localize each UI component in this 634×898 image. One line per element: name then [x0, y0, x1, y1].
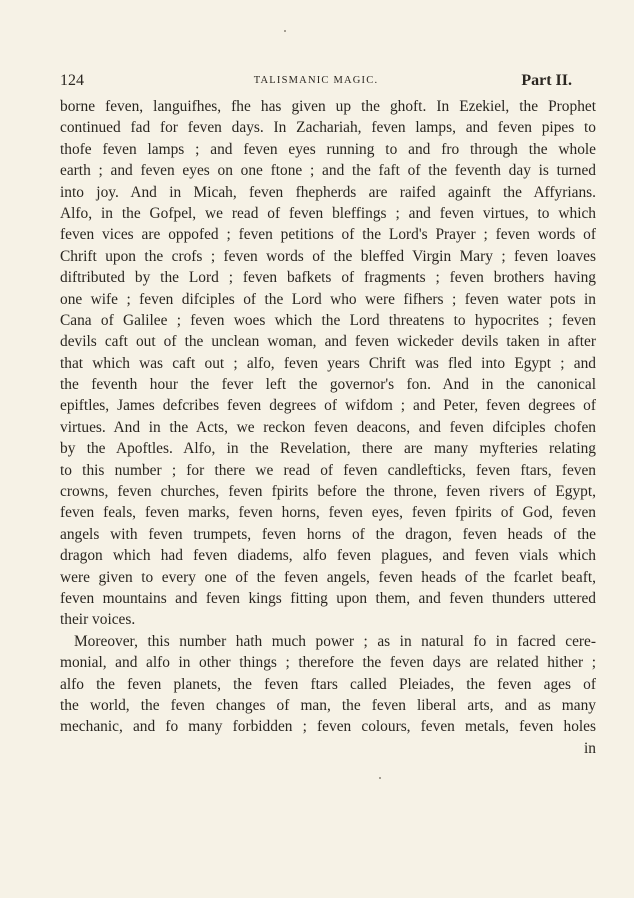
text-line: to this number ; for there we read of feven candlefticks, feven ftars, feven	[60, 461, 596, 479]
text-line: thofe feven lamps ; and feven eyes running to and fro through the whole	[60, 140, 596, 158]
text-line: that which was caft out ; alfo, feven years Chrift was fled into Egypt ; and	[60, 354, 596, 372]
catchword: in	[584, 739, 596, 757]
text-line: mechanic, and fo many forbidden ; feven colours, feven metals, feven holes	[60, 718, 596, 736]
text-line: virtues. And in the Acts, we reckon feven deacons, and feven difciples chofen	[60, 418, 596, 436]
text-line: Alfo, in the Gofpel, we read of feven bleffings ; and feven virtues, to which	[60, 204, 596, 222]
text-line: devils caft out of the unclean woman, and feven wickeder devils taken in after	[60, 333, 596, 351]
part-label: Part II.	[521, 72, 572, 89]
page-number: 124	[60, 72, 84, 89]
text-line: earth ; and feven eyes on one ftone ; and the faft of the feventh day is turned	[60, 162, 596, 180]
text-line: continued fad for feven days. In Zachariah, feven lamps, and feven pipes to	[60, 119, 596, 137]
text-line: Moreover, this number hath much power ; as in natural fo in facred cere-	[74, 632, 596, 650]
text-line: their voices.	[60, 611, 136, 629]
paper-speck	[284, 30, 286, 32]
text-line: Chrift upon the crofs ; feven words of the bleffed Virgin Mary ; feven loaves	[60, 247, 596, 265]
running-title: TALISMANIC MAGIC.	[253, 75, 379, 86]
text-line: feven mountains and feven kings fitting upon them, and feven thunders uttered	[60, 589, 596, 607]
text-line: monial, and alfo in other things ; therefore the feven days are related hither ;	[60, 654, 596, 672]
text-line: diftributed by the Lord ; feven bafkets of fragments ; feven brothers having	[60, 269, 596, 287]
running-head	[60, 72, 572, 94]
text-line: by the Apoftles. Alfo, in the Revelation, there are many myfteries relating	[60, 440, 596, 458]
text-line: into joy. And in Micah, feven fhepherds are raifed againft the Affyrians.	[60, 183, 596, 201]
text-line: epiftles, James defcribes feven degrees of wifdom ; and Peter, feven degrees of	[60, 397, 596, 415]
text-line: dragon which had feven diadems, alfo feven plagues, and feven vials which	[60, 547, 596, 565]
paragraph-2	[60, 631, 596, 738]
paper-speck	[379, 777, 381, 779]
text-line: Cana of Galilee ; feven woes which the Lord threatens to hypocrites ; feven	[60, 311, 596, 329]
text-line: were given to every one of the feven angels, feven heads of the fcarlet beaft,	[60, 568, 596, 586]
text-line: angels with feven trumpets, feven horns of the dragon, feven heads of the	[60, 525, 596, 543]
text-line: feven feals, feven marks, feven horns, feven eyes, feven fpirits of God, feven	[60, 504, 596, 522]
text-line: the feventh hour the fever left the governor's fon. And in the canonical	[60, 376, 596, 394]
text-line: feven vices are oppofed ; feven petitions of the Lord's Prayer ; feven words of	[60, 226, 596, 244]
text-line: alfo the feven planets, the feven ftars called Pleiades, the feven ages of	[60, 675, 596, 693]
paragraph-1	[60, 96, 596, 631]
text-line: borne feven, languifhes, fhe has given up the ghoft. In Ezekiel, the Prophet	[60, 98, 596, 115]
text-line: crowns, feven churches, feven fpirits before the throne, feven rivers of Egypt,	[60, 483, 596, 501]
text-line: one wife ; feven difciples of the Lord who were fifhers ; feven water pots in	[60, 290, 596, 308]
body-text	[60, 96, 596, 759]
text-line: the world, the feven changes of man, the feven liberal arts, and as many	[60, 696, 596, 714]
